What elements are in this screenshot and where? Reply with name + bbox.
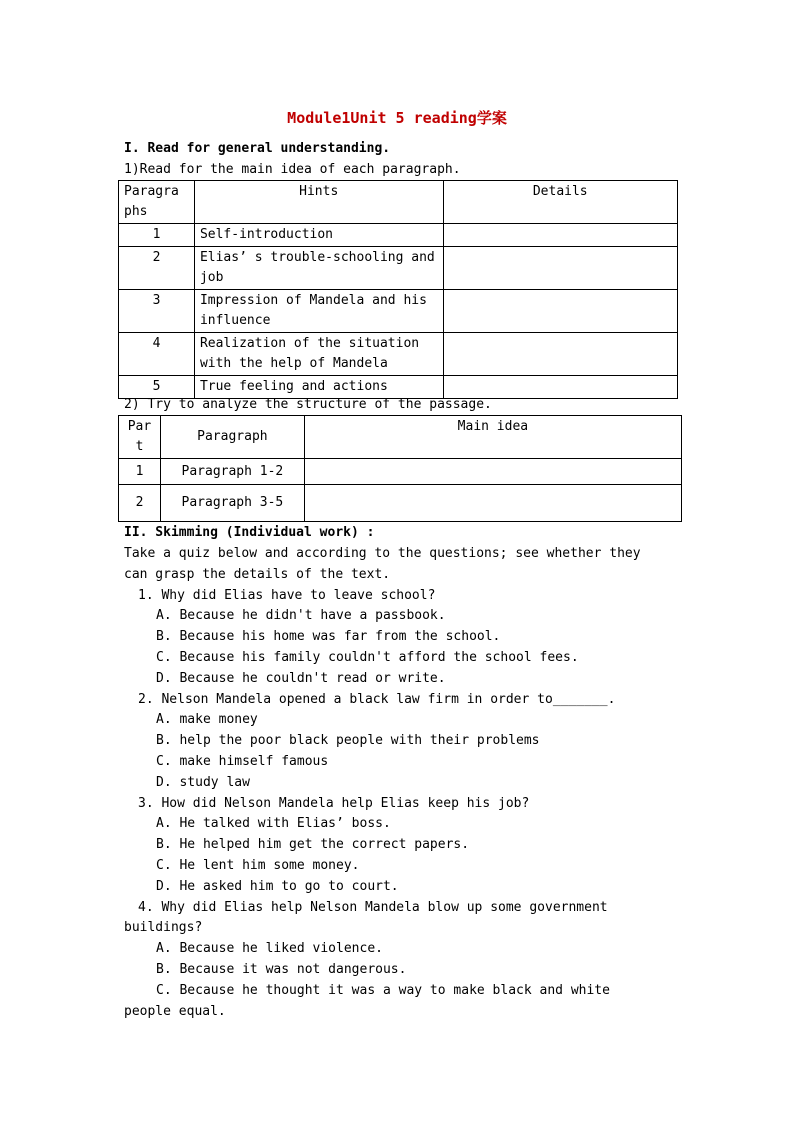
- row-details-cell[interactable]: [443, 247, 678, 290]
- header-part: Par t: [119, 416, 161, 459]
- row-main-idea-cell[interactable]: [304, 459, 681, 485]
- header-main-idea: Main idea: [304, 416, 681, 459]
- section1-subheading-1: 1)Read for the main idea of each paragraph.: [124, 162, 461, 177]
- row-part: 1: [119, 459, 161, 485]
- question-2-option-c: C. make himself famous: [156, 753, 329, 769]
- row-hint: Realization of the situation with the help of Mandela: [194, 333, 443, 376]
- table-row: [119, 333, 678, 376]
- section1-subheading-2: 2) Try to analyze the structure of the passage.: [124, 397, 492, 412]
- question-1: 1. Why did Elias have to leave school?: [138, 587, 436, 603]
- row-number: 4: [119, 333, 195, 376]
- header-hints: Hints: [194, 181, 443, 224]
- table-row: [119, 224, 678, 247]
- quiz-intro-line: Take a quiz below and according to the questions; see whether they: [124, 546, 641, 561]
- question-1-option-a: A. Because he didn't have a passbook.: [156, 608, 446, 624]
- question-4-option-c-continued: people equal.: [124, 1003, 226, 1019]
- row-number: 1: [119, 224, 195, 247]
- table-row: [119, 290, 678, 333]
- question-2-option-d: D. study law: [156, 774, 250, 790]
- question-4-option-c: C. Because he thought it was a way to make black and white: [156, 982, 610, 998]
- row-details-cell[interactable]: [443, 224, 678, 247]
- question-3-option-c: C. He lent him some money.: [156, 857, 360, 873]
- row-number: 5: [119, 376, 195, 399]
- row-hint: Self-introduction: [194, 224, 443, 247]
- question-4-continued: buildings?: [124, 920, 203, 936]
- row-hint: True feeling and actions: [194, 376, 443, 399]
- question-3-option-a: A. He talked with Elias’ boss.: [156, 816, 391, 832]
- header-details: Details: [443, 181, 678, 224]
- row-number: 2: [119, 247, 195, 290]
- row-part: 2: [119, 485, 161, 522]
- question-4-option-a: A. Because he liked violence.: [156, 941, 383, 957]
- question-3: 3. How did Nelson Mandela help Elias keep his job?: [138, 795, 530, 811]
- page-title: Module1Unit 5 reading学案: [287, 109, 507, 127]
- table-header-row: [119, 181, 678, 224]
- row-details-cell[interactable]: [443, 290, 678, 333]
- question-1-option-d: D. Because he couldn't read or write.: [156, 670, 446, 686]
- table-row: [119, 485, 682, 522]
- question-3-option-d: D. He asked him to go to court.: [156, 878, 399, 894]
- row-paragraph: Paragraph 1-2: [160, 459, 304, 485]
- quiz-block: [124, 544, 684, 1022]
- header-paragraphs: Paragra phs: [119, 181, 195, 224]
- quiz-intro-line: can grasp the details of the text.: [124, 566, 391, 582]
- row-hint: Elias’ s trouble-schooling and job: [194, 247, 443, 290]
- header-paragraph: Paragraph: [160, 416, 304, 459]
- row-hint: Impression of Mandela and his influence: [194, 290, 443, 333]
- section1-heading: I. Read for general understanding.: [124, 141, 391, 156]
- question-2: 2. Nelson Mandela opened a black law firm in order to_______.: [138, 691, 616, 707]
- row-paragraph: Paragraph 3-5: [160, 485, 304, 522]
- table-row: [119, 459, 682, 485]
- question-4-option-b: B. Because it was not dangerous.: [156, 961, 407, 977]
- row-number: 3: [119, 290, 195, 333]
- paragraph-hints-table: [118, 180, 678, 399]
- table-row: [119, 247, 678, 290]
- structure-table: [118, 415, 682, 522]
- question-4: 4. Why did Elias help Nelson Mandela blow up some government: [138, 899, 608, 915]
- table-header-row: [119, 416, 682, 459]
- section2-heading: II. Skimming (Individual work) :: [124, 525, 375, 540]
- row-details-cell[interactable]: [443, 333, 678, 376]
- question-2-option-b: B. help the poor black people with their problems: [156, 733, 540, 749]
- question-3-option-b: B. He helped him get the correct papers.: [156, 837, 470, 853]
- question-1-option-c: C. Because his family couldn't afford the school fees.: [156, 649, 579, 665]
- row-main-idea-cell[interactable]: [304, 485, 681, 522]
- question-1-option-b: B. Because his home was far from the school.: [156, 629, 501, 645]
- question-2-option-a: A. make money: [156, 712, 258, 728]
